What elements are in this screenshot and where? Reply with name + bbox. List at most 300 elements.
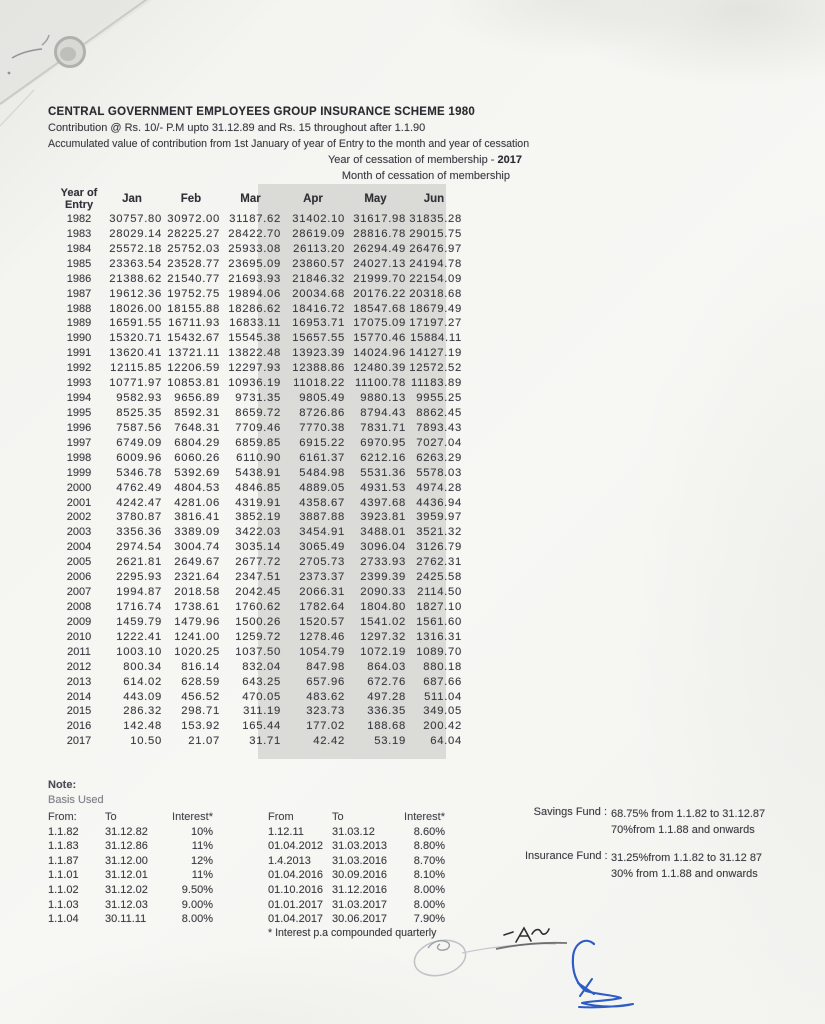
value-cell-mar: 31.71: [249, 735, 281, 748]
year-of-entry-cell: 1992: [66, 362, 92, 375]
month-header-jan: Jan: [122, 193, 142, 205]
value-cell-mar: 19894.06: [228, 287, 281, 300]
year-of-entry-cell: 2006: [66, 571, 92, 584]
table-row: [56, 719, 462, 734]
rate1-to-cell: 30.11.11: [105, 913, 147, 926]
value-cell-jun: 15884.11: [410, 332, 462, 345]
insurance-fund-row: [525, 850, 800, 882]
value-cell-feb: 21.07: [188, 735, 220, 748]
year-of-entry-cell: 1990: [66, 332, 92, 345]
cessation-year-label: Year of cessation of membership -: [327, 154, 498, 166]
scan-corner-artifacts: [0, 0, 220, 140]
value-cell-jun: 200.42: [423, 720, 462, 733]
value-cell-may: 53.19: [374, 735, 406, 748]
value-cell-jun: 1316.31: [416, 630, 462, 643]
table-row: [56, 242, 462, 257]
value-cell-feb: 25752.03: [167, 242, 220, 255]
value-cell-may: 8794.43: [360, 406, 406, 419]
value-cell-jan: 10.50: [130, 735, 162, 748]
rate1-to-cell: 31.12.01: [105, 869, 148, 882]
savings-fund-lines: [611, 806, 765, 838]
value-cell-apr: 23860.57: [292, 257, 345, 270]
value-cell-jun: 1089.70: [416, 645, 462, 658]
value-cell-apr: 18416.72: [292, 302, 345, 315]
value-cell-mar: 4846.85: [235, 481, 281, 494]
rate2-to-cell: 31.03.2016: [332, 854, 388, 867]
value-cell-may: 11100.78: [354, 377, 406, 390]
value-cell-mar: 1760.62: [235, 600, 281, 613]
value-cell-jun: 31835.28: [409, 213, 462, 225]
value-cell-jun: 511.04: [424, 690, 462, 703]
value-cell-jan: 142.48: [123, 720, 162, 733]
value-cell-mar: 18286.62: [228, 302, 281, 315]
value-cell-may: 3923.81: [360, 511, 406, 524]
rate1-interest-cell: 8.00%: [181, 913, 213, 926]
rate2-header-to: To: [332, 811, 344, 823]
cessation-year-value: 2017: [497, 154, 522, 166]
value-cell-mar: 9731.35: [235, 392, 281, 405]
rate2-interest-cell: 7.90%: [413, 913, 445, 926]
value-cell-apr: 42.42: [313, 735, 345, 748]
value-cell-apr: 3454.91: [299, 526, 345, 539]
year-of-entry-cell: 2000: [66, 481, 92, 494]
value-cell-jun: 18679.49: [409, 302, 462, 315]
value-cell-apr: 20034.68: [292, 287, 345, 300]
table-body: [56, 212, 462, 749]
year-of-entry-cell: 2004: [66, 541, 92, 554]
value-cell-mar: 1500.26: [235, 615, 281, 628]
table-row: [56, 421, 462, 436]
value-cell-may: 4931.53: [360, 481, 406, 494]
insurance-fund-line2: 30% from 1.1.88 and onwards: [611, 868, 758, 880]
year-of-entry-cell: 2013: [66, 675, 92, 688]
value-cell-jan: 1222.41: [116, 630, 162, 643]
value-cell-apr: 6915.22: [299, 436, 345, 449]
value-cell-jan: 286.32: [123, 705, 162, 718]
table-row: [56, 525, 462, 540]
year-of-entry-cell: 1998: [66, 451, 92, 464]
value-cell-feb: 28225.27: [167, 227, 220, 240]
value-cell-jan: 2974.54: [116, 541, 162, 554]
pencil-circle-scribble: [411, 935, 470, 981]
year-of-entry-cell: 1984: [66, 242, 92, 255]
value-cell-jun: 3126.79: [416, 541, 462, 554]
value-cell-mar: 3852.19: [235, 511, 281, 524]
table-row: [56, 346, 462, 361]
pencil-tail-line: [462, 944, 556, 953]
value-cell-jun: 687.66: [423, 675, 462, 688]
value-cell-mar: 31187.62: [229, 213, 281, 225]
hole-punch-smudge: [60, 47, 76, 61]
year-of-entry-cell: 2010: [66, 630, 92, 643]
value-cell-jan: 443.09: [123, 690, 162, 703]
rate2-from-cell: 01.04.2012: [268, 840, 324, 853]
year-of-entry-cell: 1989: [66, 317, 92, 330]
value-cell-apr: 3887.88: [299, 511, 345, 524]
value-cell-feb: 1241.00: [174, 630, 220, 643]
value-cell-mar: 6859.85: [235, 436, 281, 449]
contribution-table: [56, 186, 462, 749]
value-cell-jun: 12572.52: [409, 362, 462, 375]
value-cell-apr: 1054.79: [299, 645, 345, 658]
value-cell-mar: 25933.08: [228, 242, 281, 255]
rate1-to-cell: 31.12.86: [105, 840, 148, 853]
rate2-to-cell: 31.03.2013: [332, 840, 388, 853]
value-cell-may: 9880.13: [360, 392, 406, 405]
year-of-entry-cell: 1985: [66, 257, 92, 270]
value-cell-jun: 8862.45: [416, 406, 462, 419]
year-of-entry-cell: 2009: [66, 615, 92, 628]
value-cell-feb: 23528.77: [167, 257, 220, 270]
rate1-header-from: From:: [48, 811, 77, 823]
value-cell-mar: 2042.45: [235, 586, 281, 599]
value-cell-mar: 8659.72: [235, 406, 281, 419]
value-cell-apr: 3065.49: [299, 541, 345, 554]
table-row: [56, 331, 462, 346]
year-of-entry-cell: 2005: [66, 556, 92, 569]
interest-footnote: * Interest p.a compounded quarterly: [268, 927, 437, 939]
rate1-interest-cell: 9.50%: [181, 883, 213, 896]
value-cell-jan: 1003.10: [116, 645, 162, 658]
rate2-from-cell: 01.04.2017: [268, 913, 324, 926]
value-cell-jan: 1716.74: [116, 600, 162, 613]
dark-initials: [504, 928, 549, 942]
funds-block: [525, 806, 800, 882]
value-cell-feb: 1479.96: [174, 615, 220, 628]
table-row: [56, 600, 462, 615]
value-cell-mar: 2347.51: [235, 571, 281, 584]
value-cell-jun: 20318.68: [409, 287, 462, 300]
value-cell-feb: 10853.81: [167, 377, 220, 390]
value-cell-mar: 5438.91: [235, 466, 281, 479]
rate1-interest-cell: 11%: [191, 869, 213, 882]
rate1-interest-cell: 11%: [191, 840, 213, 853]
year-of-entry-cell: 1995: [66, 406, 92, 419]
value-cell-jun: 2114.50: [417, 586, 462, 599]
value-cell-may: 31617.98: [353, 213, 406, 225]
table-row: [56, 406, 462, 421]
value-cell-feb: 153.92: [181, 720, 220, 733]
value-cell-jan: 6749.09: [116, 436, 162, 449]
value-cell-mar: 23695.09: [228, 257, 281, 270]
value-cell-apr: 847.98: [306, 660, 345, 673]
value-cell-may: 14024.96: [353, 347, 406, 360]
table-row: [56, 451, 462, 466]
table-row: [56, 630, 462, 645]
value-cell-apr: 9805.49: [299, 392, 345, 405]
year-of-entry-cell: 1991: [66, 347, 92, 360]
rate1-interest-cell: 12%: [190, 854, 213, 867]
year-of-entry-cell: 2011: [67, 645, 91, 658]
value-cell-mar: 1037.50: [235, 645, 281, 658]
table-row: [56, 540, 462, 555]
year-of-entry-cell: 2012: [66, 660, 92, 673]
value-cell-feb: 5392.69: [174, 466, 220, 479]
value-cell-jan: 6009.96: [116, 451, 162, 464]
cessation-year-line: [0, 154, 522, 166]
value-cell-jun: 4974.28: [416, 481, 462, 494]
value-cell-mar: 643.25: [242, 675, 281, 688]
value-cell-feb: 3004.74: [174, 541, 220, 554]
basis-used-label: Basis Used: [48, 794, 104, 806]
month-header-may: May: [364, 193, 387, 205]
value-cell-apr: 6161.37: [299, 451, 345, 464]
value-cell-feb: 16711.93: [168, 317, 220, 330]
value-cell-may: 17075.09: [353, 317, 406, 330]
month-header-feb: Feb: [180, 193, 202, 205]
value-cell-apr: 12388.86: [292, 362, 345, 375]
rate1-from-cell: 1.1.83: [48, 840, 79, 853]
rate2-from-cell: 01.04.2016: [268, 869, 324, 882]
value-cell-jan: 1459.79: [116, 615, 162, 628]
value-cell-apr: 483.62: [306, 690, 345, 703]
rate2-to-cell: 31.12.2016: [332, 883, 388, 896]
table-row: [56, 660, 462, 675]
value-cell-may: 6212.16: [360, 451, 406, 464]
value-cell-apr: 4358.67: [299, 496, 345, 509]
value-cell-mar: 28422.70: [228, 227, 281, 240]
value-cell-mar: 311.19: [243, 705, 281, 718]
value-cell-jan: 21388.62: [109, 272, 162, 285]
value-cell-feb: 18155.88: [167, 302, 220, 315]
table-row: [56, 645, 462, 660]
value-cell-may: 2399.39: [360, 571, 406, 584]
rate1-header-interest: Interest*: [172, 811, 213, 823]
value-cell-may: 12480.39: [353, 362, 406, 375]
value-cell-jun: 6263.29: [416, 451, 462, 464]
value-cell-may: 188.68: [367, 720, 406, 733]
year-of-entry-cell: 2007: [66, 586, 92, 599]
rate2-interest-cell: 8.00%: [413, 898, 445, 911]
rate2-interest-cell: 8.00%: [413, 883, 445, 896]
value-cell-may: 2733.93: [360, 556, 406, 569]
table-row: [56, 212, 462, 227]
accumulated-value-line: Accumulated value of contribution from 1st January of year of Entry to the month and year of cessation: [48, 138, 530, 150]
value-cell-apr: 8726.86: [299, 406, 345, 419]
value-cell-may: 1804.80: [360, 600, 406, 613]
value-cell-feb: 3816.41: [174, 511, 220, 524]
value-cell-jun: 64.04: [430, 735, 462, 748]
table-row: [56, 570, 462, 585]
table-row: [56, 615, 462, 630]
value-cell-may: 18547.68: [353, 302, 406, 315]
value-cell-apr: 28619.09: [292, 227, 345, 240]
value-cell-may: 7831.71: [360, 421, 406, 434]
rate1-from-cell: 1.1.02: [48, 883, 79, 896]
value-cell-feb: 816.14: [181, 660, 220, 673]
rate1-interest-cell: 9.00%: [181, 898, 213, 911]
rate2-header-interest: Interest*: [404, 811, 445, 823]
year-of-entry-header: [56, 186, 102, 212]
value-cell-feb: 456.52: [181, 690, 220, 703]
rate2-interest-cell: 8.10%: [413, 869, 445, 882]
value-cell-mar: 1259.72: [235, 630, 281, 643]
year-of-entry-cell: 1983: [66, 227, 92, 240]
contribution-line: Contribution @ Rs. 10/- P.M upto 31.12.89 and Rs. 15 throughout after 1.1.90: [48, 122, 426, 134]
value-cell-jan: 18026.00: [109, 302, 162, 315]
value-cell-jan: 12115.85: [110, 362, 162, 375]
value-cell-jun: 24194.78: [409, 257, 462, 270]
value-cell-apr: 657.96: [306, 675, 345, 688]
value-cell-apr: 177.02: [306, 720, 345, 733]
table-row: [56, 466, 462, 481]
value-cell-mar: 6110.90: [236, 451, 281, 464]
value-cell-jan: 15320.71: [109, 332, 162, 345]
table-row: [56, 391, 462, 406]
value-cell-jan: 25572.18: [109, 242, 162, 255]
value-cell-mar: 12297.93: [228, 362, 281, 375]
year-of-entry-cell: 2003: [66, 526, 92, 539]
value-cell-may: 1297.32: [360, 630, 406, 643]
value-cell-mar: 832.04: [242, 660, 281, 673]
value-cell-mar: 21693.93: [228, 272, 281, 285]
note-label: Note:: [48, 779, 77, 791]
value-cell-feb: 6804.29: [174, 436, 220, 449]
value-cell-apr: 11018.22: [293, 377, 345, 390]
month-header-mar: Mar: [240, 193, 261, 205]
value-cell-jun: 2762.31: [416, 556, 462, 569]
document-title: CENTRAL GOVERNMENT EMPLOYEES GROUP INSURANCE SCHEME 1980: [48, 106, 476, 118]
table-row: [56, 227, 462, 242]
value-cell-mar: 10936.19: [228, 377, 281, 390]
signature-area: [380, 915, 710, 1024]
value-cell-may: 1072.19: [360, 645, 406, 658]
rate2-interest-cell: 8.80%: [413, 840, 445, 853]
value-cell-apr: 323.73: [306, 705, 345, 718]
month-header-apr: Apr: [303, 193, 323, 205]
value-cell-jun: 1827.10: [416, 600, 462, 613]
value-cell-mar: 165.44: [242, 720, 281, 733]
value-cell-may: 864.03: [367, 660, 406, 673]
value-cell-jun: 5578.03: [416, 466, 462, 479]
value-cell-apr: 7770.38: [299, 421, 345, 434]
table-row: [56, 675, 462, 690]
table-row: [56, 287, 462, 302]
value-cell-apr: 1782.64: [299, 600, 345, 613]
value-cell-apr: 1278.46: [299, 630, 345, 643]
savings-fund-label: Savings Fund :: [533, 806, 607, 818]
value-cell-jan: 23363.54: [109, 257, 162, 270]
table-row: [56, 690, 462, 705]
rate2-to-cell: 30.09.2016: [332, 869, 388, 882]
rate1-from-cell: 1.1.82: [48, 825, 79, 838]
value-cell-jun: 4436.94: [416, 496, 462, 509]
value-cell-jun: 17197.27: [409, 317, 462, 330]
value-cell-may: 4397.68: [360, 496, 406, 509]
savings-fund-line2: 70%from 1.1.88 and onwards: [611, 824, 755, 836]
rate1-from-cell: 1.1.03: [48, 898, 79, 911]
value-cell-feb: 1738.61: [174, 600, 220, 613]
value-cell-jan: 16591.55: [109, 317, 162, 330]
year-header-line2: Entry: [64, 199, 94, 211]
value-cell-jan: 19612.36: [109, 287, 162, 300]
value-cell-jan: 5346.78: [116, 466, 162, 479]
value-cell-feb: 2018.58: [174, 586, 220, 599]
value-cell-may: 3096.04: [360, 541, 406, 554]
rate1-from-cell: 1.1.87: [48, 854, 79, 867]
value-cell-jan: 614.02: [123, 675, 162, 688]
value-cell-feb: 30972.00: [167, 213, 220, 225]
table-row: [56, 316, 462, 331]
cessation-month-line: Month of cessation of membership: [341, 170, 510, 182]
table-row: [56, 361, 462, 376]
rate2-to-cell: 30.06.2017: [332, 913, 388, 926]
year-of-entry-cell: 1993: [66, 377, 92, 390]
table-header-row: [56, 186, 462, 212]
value-cell-may: 15770.46: [353, 332, 406, 345]
value-cell-apr: 2373.37: [299, 571, 345, 584]
year-of-entry-cell: 1982: [66, 213, 92, 225]
savings-fund-line1: 68.75% from 1.1.82 to 31.12.87: [611, 808, 766, 820]
savings-fund-row: [525, 806, 800, 838]
value-cell-feb: 21540.77: [167, 272, 220, 285]
value-cell-jun: 3521.32: [416, 526, 462, 539]
value-cell-jan: 13620.41: [109, 347, 162, 360]
value-cell-jun: 7893.43: [416, 421, 462, 434]
rate1-from-cell: 1.1.04: [48, 913, 79, 926]
rate2-interest-cell: 8.60%: [413, 825, 445, 838]
rate2-from-cell: 01.10.2016: [268, 883, 324, 896]
rate1-from-cell: 1.1.01: [48, 869, 79, 882]
value-cell-apr: 15657.55: [292, 332, 345, 345]
value-cell-may: 26294.49: [353, 242, 406, 255]
value-cell-may: 28816.78: [353, 227, 406, 240]
interest-rate-table-2: [268, 810, 445, 927]
value-cell-mar: 4319.91: [235, 496, 281, 509]
value-cell-may: 21999.70: [353, 272, 406, 285]
value-cell-jun: 11183.89: [410, 377, 462, 390]
value-cell-apr: 1520.57: [299, 615, 345, 628]
value-cell-jan: 28029.14: [109, 227, 162, 240]
month-header-jun: Jun: [423, 193, 445, 205]
value-cell-jan: 2295.93: [116, 571, 162, 584]
table-row: [56, 510, 462, 525]
value-cell-may: 2090.33: [360, 586, 406, 599]
value-cell-mar: 2677.72: [235, 556, 281, 569]
value-cell-feb: 7648.31: [174, 421, 220, 434]
value-cell-apr: 13923.39: [292, 347, 345, 360]
year-of-entry-cell: 2008: [66, 600, 92, 613]
value-cell-mar: 3422.03: [235, 526, 281, 539]
value-cell-may: 20176.22: [353, 287, 406, 300]
year-of-entry-cell: 2014: [66, 690, 92, 703]
value-cell-feb: 298.71: [181, 705, 220, 718]
blue-pen-signature: [573, 941, 633, 1008]
year-of-entry-cell: 1996: [66, 421, 92, 434]
rate2-interest-cell: 8.70%: [413, 854, 445, 867]
table-row: [56, 704, 462, 719]
value-cell-jun: 1561.60: [416, 615, 462, 628]
value-cell-mar: 15545.38: [228, 332, 281, 345]
value-cell-may: 6970.95: [360, 436, 406, 449]
value-cell-mar: 16833.11: [229, 317, 281, 330]
value-cell-jun: 29015.75: [409, 227, 462, 240]
value-cell-mar: 470.05: [242, 690, 281, 703]
value-cell-feb: 4804.53: [174, 481, 220, 494]
value-cell-feb: 2649.67: [174, 556, 220, 569]
rate1-header-to: To: [105, 811, 117, 823]
table-row: [56, 555, 462, 570]
value-cell-jun: 2425.58: [416, 571, 462, 584]
year-of-entry-cell: 1988: [66, 302, 92, 315]
value-cell-apr: 2705.73: [299, 556, 345, 569]
pencil-initials: [428, 941, 449, 951]
pencil-dot: [8, 72, 11, 75]
rate1-to-cell: 31.12.82: [105, 825, 148, 838]
value-cell-jun: 9955.25: [416, 392, 462, 405]
table-row: [56, 481, 462, 496]
insurance-fund-lines: [611, 850, 762, 882]
